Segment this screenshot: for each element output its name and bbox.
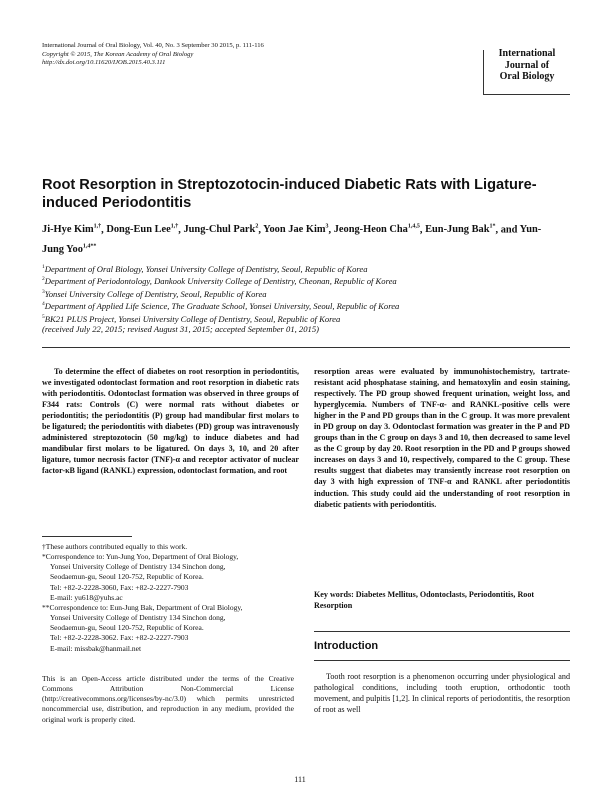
footnote-line: Tel: +82-2-2228-3060, Fax: +82-2-2227-7903 (50, 582, 189, 592)
author-affiliation-mark: 1,† (170, 224, 179, 230)
affiliation-number: 2 (42, 276, 45, 283)
footnote-line: **Correspondence to: Eun-Jung Bak, Department of Oral Biology, (42, 602, 243, 612)
footnote-line: Seodaemun-gu, Seoul 120-752, Republic of Korea. (50, 572, 204, 582)
author-affiliation-mark: 1,4** (82, 243, 97, 250)
author-affiliation-mark: 2 (255, 224, 259, 230)
footnote-line: Tel: +82-2-2228-3062. Fax: +82-2-2227-7903 (50, 633, 189, 643)
journal-name-line: Journal of (504, 59, 550, 71)
footnote-line: Seodaemun-gu, Seoul 120-752, Republic of Korea. (50, 623, 204, 633)
abstract-column-right: resorption areas were evaluated by immunohistochemistry, tartrate-resistant acid phosphatase staining, and hematoxylin and eosin staining, respectively. The PD group showed frequent urination, weight loss, and hyperglycemia. Numbers of TNF-α- and RANKL-positive cells were higher in the P and PD groups than in the C group. It was more prevalent in PD group on day 3. Odontoclast formation was greater in the P and PD groups than in the C group on days 3 and 10, then decreased to same level as the C group by day 20. Root resorption in the PD and P groups showed increases on days 3 and 10, respectively, compared to the C group. These results suggest that diabetes may transiently increase root resorption on day 3 with high expression of TNF-α and RANKL after periodontitis induction. This study could aid the understanding of root resorption in diabetic patients with periodontitis. (314, 367, 570, 509)
citation-line: International Journal of Oral Biology, Vol. 40, No. 3 September 30 2015, p. 111-116 (42, 42, 264, 49)
author-affiliation-mark: 1,† (93, 224, 102, 230)
affiliation-text: BK21 PLUS Project, Yonsei University College of Dentistry, Seoul, Republic of Korea (44, 313, 341, 324)
introduction-text: Tooth root resorption is a phenomenon occurring under physiological and pathological conditions, including tooth eruption, orthodontic tooth movement, and pulpitis [1,2]. In clinical reports of periodontitis, the resorption of root as well (314, 672, 570, 715)
keywords: Key words: Diabetes Mellitus, Odontoclasts, Periodontitis, Root Resorption (314, 590, 535, 611)
author-name: Yoon Jae Kim$^3$ (263, 224, 329, 236)
affiliation (42, 312, 562, 324)
footnote-line: Yonsei University College of Dentistry 134 Sinchon dong, (50, 613, 226, 623)
section-divider (42, 347, 570, 348)
author-joiner: and (500, 224, 518, 236)
author-affiliation-mark: 1* (489, 224, 496, 230)
affiliation-number: 5 (42, 313, 45, 320)
affiliation-number: 1 (42, 264, 45, 270)
footnote-line: †These authors contributed equally to this work. (42, 542, 188, 551)
affiliation-list (42, 262, 562, 324)
affiliation (42, 262, 562, 274)
footnotes (42, 542, 300, 654)
footnote-divider (42, 536, 132, 537)
article-title: Root Resorption in Streptozotocin-induced Diabetic Rats with Ligature-induced Periodontitis (42, 177, 537, 211)
abstract-column-left: To determine the effect of diabetes on root resorption in periodontitis, we investigated odontoclast formation and root resorption in diabetic rats with periodontitis. Odontoclast formation was observed in three groups of F344 rats: Controls (C) were normal rats without diabetes or periodontitis; the periodontitis (P) group had mandibular first molars to be ligatured; the periodontitis with diabetes (PD) group was intravenously administered streptozotocin (50 mg/kg) to induce diabetes and had mandibular first molars to be ligatured. On days 3, 10, and 20 after ligature, tumor necrosis factor (TNF)-α and receptor activator of nuclear factor-κB ligand (RANKL) expression, odontoclast formation, and root (42, 367, 299, 476)
received-dates: (received July 22, 2015; revised August 31, 2015; accepted September 01, 2015) (42, 324, 319, 334)
doi-link[interactable]: http://dx.doi.org/10.11620/IJOB.2015.40.3.111 (42, 59, 166, 67)
author-name: Dong-Eun Lee$^{1,\dagger}$ (106, 224, 179, 236)
author-affiliation-mark: 3 (325, 224, 329, 230)
affiliation-text: Department of Periodontology, Dankook University College of Dentistry, Cheonan, Republic of Korea (44, 276, 397, 287)
author-name: Yun-Jung Yoo$^{1,4**}$ (42, 224, 542, 255)
affiliation-text: Yonsei University College of Dentistry, Seoul, Republic of Korea (44, 288, 267, 299)
journal-name-line: Oral Biology (499, 71, 555, 82)
author-name: Ji-Hye Kim$^{1,\dagger}$ (42, 224, 102, 236)
affiliation (42, 287, 562, 299)
author-name: Jung-Chul Park$^2$ (183, 224, 259, 236)
copyright-line: Copyright © 2015, The Korean Academy of Oral Biology (42, 50, 194, 58)
journal-citation (42, 42, 342, 68)
affiliation-text: Department of Applied Life Science, The Graduate School, Yonsei University, Seoul, Republic of Korea (44, 301, 400, 312)
footnote-line: *Correspondence to: Yun-Jung Yoo, Department of Oral Biology, (42, 552, 239, 562)
affiliation-number: 4 (42, 301, 45, 308)
journal-name-line: International (498, 48, 556, 59)
footnote-line[interactable]: E-mail: yu618@yuhs.ac (50, 592, 123, 602)
introduction-heading: Introduction (314, 640, 379, 652)
author-affiliation-mark: 1,4,5 (407, 224, 420, 230)
author-name: Jeong-Heon Cha$^{1,4,5}$ (333, 224, 420, 236)
affiliation-number: 3 (42, 288, 45, 295)
introduction-heading-box (314, 631, 570, 661)
affiliation (42, 274, 562, 286)
license-statement: This is an Open-Access article distributed under the terms of the Creative Commons Attribution Non-Commercial License (http://creativecommons.org/licenses/by-nc/3.0) which permits unrestricted noncommercial use, distribution, and reproduction in any medium, provided the original work is properly cited. (42, 674, 294, 724)
affiliation (42, 299, 562, 311)
affiliation-text: Department of Oral Biology, Yonsei University College of Dentistry, Seoul, Republic of Korea (44, 263, 368, 274)
footnote-line[interactable]: E-mail: missbak@hanmail.net (50, 643, 142, 653)
author-list: Ji-Hye Kim$^{1,\dagger}$, Dong-Eun Lee$^{1,\dagger}$, Jung-Chul Park$^2$, Yoon Jae Kim$^3$, Jeong-Heon Cha$^{1,4,5}$, Eun-Jung Bak$^{1*}$, and Yun-Jung Yoo$^{1,4**}$ (42, 224, 542, 255)
author-name: Eun-Jung Bak$^{1*}$ (425, 224, 496, 236)
page-number: 111 (294, 775, 306, 784)
journal-name-box (483, 50, 570, 95)
footnote-line: Yonsei University College of Dentistry 134 Sinchon dong, (50, 562, 226, 572)
